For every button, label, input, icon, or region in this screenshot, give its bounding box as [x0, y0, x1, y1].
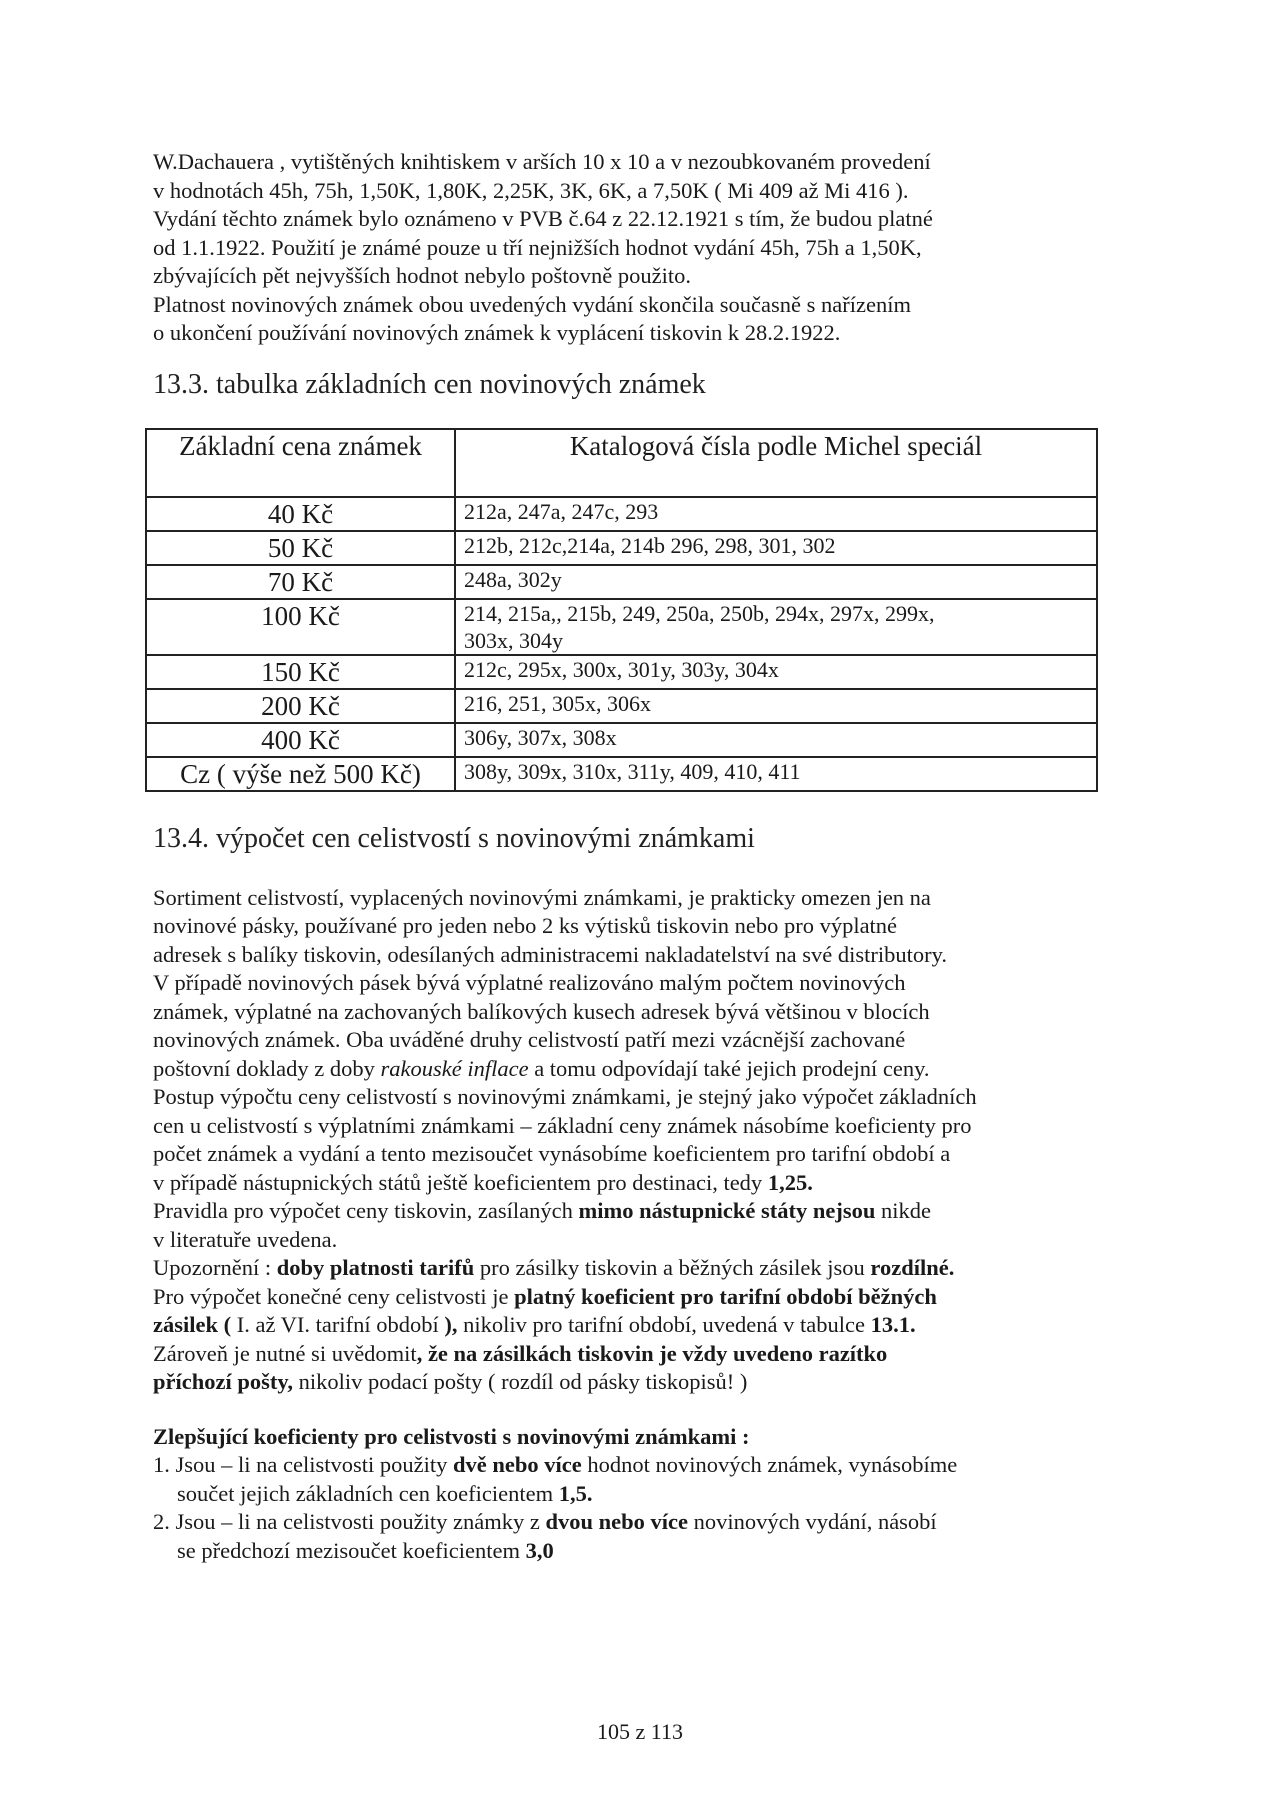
bold-term: rozdílné.	[870, 1255, 955, 1280]
table-row	[146, 655, 1097, 689]
bold-term: zásilek (	[153, 1312, 232, 1337]
price-cell: 150 Kč	[146, 655, 455, 689]
text-line: adresek s balíky tiskovin, odesílaných administracemi nakladatelství na své distributory.	[153, 941, 947, 967]
intro-line: Platnost novinových známek obou uvedených vydání skončila současně s nařízením	[153, 291, 911, 317]
text-line: známek, výplatné na zachovaných balíkových kusech adresek bývá většinou v blocích	[153, 998, 930, 1024]
coefficients-title: Zlepšující koeficienty pro celistvosti s novinovými známkami :	[153, 1423, 750, 1449]
text-line: novinových známek. Oba uváděné druhy celistvostí patří mezi vzácnější zachované	[153, 1027, 906, 1052]
header-catalog-numbers: Katalogová čísla podle Michel speciál	[455, 429, 1097, 497]
catalog-cell: 212c, 295x, 300x, 301y, 303y, 304x	[455, 655, 1097, 689]
catalog-cell: 306y, 307x, 308x	[455, 723, 1097, 757]
bold-term: , že na zásilkách tiskovin je vždy uvedeno razítko	[416, 1340, 888, 1366]
price-cell: 70 Kč	[146, 565, 455, 599]
bold-term: mimo nástupnické státy nejsou	[578, 1198, 876, 1223]
bold-term: 3,0	[525, 1537, 554, 1563]
intro-line: v hodnotách 45h, 75h, 1,50K, 1,80K, 2,25K, 3K, 6K, a 7,50K ( Mi 409 až Mi 416 ).	[153, 177, 909, 203]
intro-line: Vydání těchto známek bylo oznámeno v PVB č.64 z 22.12.1921 s tím, že budou platné	[153, 206, 933, 231]
table-row	[146, 723, 1097, 757]
text-fragment: Pravidla pro výpočet ceny tiskovin, zasílaných	[153, 1198, 579, 1223]
text-fragment: nikde	[875, 1198, 932, 1223]
bold-term: 13.1.	[870, 1312, 916, 1337]
text-fragment: pro zásilky tiskovin a běžných zásilek jsou	[474, 1255, 871, 1280]
price-cell: 200 Kč	[146, 689, 455, 723]
text-fragment: nikoliv pro tarifní období, uvedená v tabulce	[457, 1312, 871, 1337]
page-number: 105 z 113	[597, 1719, 683, 1744]
catalog-cell: 308y, 309x, 310x, 311y, 409, 410, 411	[455, 757, 1097, 791]
text-fragment: poštovní doklady z doby	[153, 1055, 381, 1081]
list-item	[153, 1508, 1123, 1565]
table-row	[146, 599, 1097, 655]
text-line: cen u celistvostí s výplatními známkami – základní ceny známek násobíme koeficienty pro	[153, 1112, 972, 1138]
bold-term: 1,25.	[767, 1169, 813, 1195]
text-fragment: hodnot novinových známek, vynásobíme	[581, 1452, 958, 1477]
catalog-cell: 212a, 247a, 247c, 293	[455, 497, 1097, 531]
intro-line: W.Dachauera , vytištěných knihtiskem v arších 10 x 10 a v nezoubkovaném provedení	[153, 149, 931, 174]
bold-term: ),	[444, 1312, 458, 1337]
bold-term: dvou nebo více	[545, 1509, 688, 1534]
italic-term: rakouské inflace	[380, 1055, 529, 1081]
text-fragment: 2. Jsou – li na celistvosti použity známky z	[153, 1509, 546, 1534]
price-cell: 400 Kč	[146, 723, 455, 757]
intro-paragraph	[153, 148, 1123, 348]
text-fragment: novinových vydání, násobí	[687, 1509, 937, 1534]
coefficients-list	[153, 1451, 1123, 1565]
bold-term: 1,5.	[558, 1480, 593, 1506]
table-row	[146, 497, 1097, 531]
text-fragment: Zároveň je nutné si uvědomit	[153, 1340, 417, 1366]
section-heading-13-4: 13.4. výpočet cen celistvostí s novinovými známkami	[153, 822, 755, 854]
text-line: novinové pásky, používané pro jeden nebo 2 ks výtisků tiskovin nebo pro výplatné	[153, 913, 898, 938]
text-line: Sortiment celistvostí, vyplacených novinovými známkami, je prakticky omezen jen na	[153, 884, 931, 910]
table-row	[146, 565, 1097, 599]
text-line: V případě novinových pásek bývá výplatné realizováno malým počtem novinových	[153, 970, 906, 995]
bold-term: doby platnosti tarifů	[276, 1255, 475, 1280]
table-header-row	[146, 429, 1097, 497]
text-fragment: se předchozí mezisoučet koeficientem	[177, 1537, 526, 1563]
intro-line: zbývajících pět nejvyšších hodnot nebylo poštovně použito.	[153, 263, 692, 288]
table-row	[146, 531, 1097, 565]
catalog-cell: 216, 251, 305x, 306x	[455, 689, 1097, 723]
price-table	[145, 428, 1098, 792]
price-cell: 100 Kč	[146, 599, 455, 655]
table-row	[146, 689, 1097, 723]
list-item	[153, 1451, 1123, 1508]
text-line: Postup výpočtu ceny celistvostí s novinovými známkami, je stejný jako výpočet základních	[153, 1084, 977, 1109]
bold-term: platný koeficient pro tarifní období běžných	[514, 1283, 937, 1309]
text-line: v literatuře uvedena.	[153, 1226, 338, 1252]
text-fragment: Upozornění :	[153, 1255, 277, 1280]
catalog-line: 303x, 304y	[464, 627, 563, 653]
text-fragment: a tomu odpovídají také jejich prodejní ceny.	[528, 1055, 930, 1081]
text-fragment: v případě nástupnických států ještě koeficientem pro destinaci, tedy	[153, 1169, 768, 1195]
bold-term: dvě nebo více	[452, 1452, 582, 1477]
intro-line: od 1.1.1922. Použití je známé pouze u tří nejnižších hodnot vydání 45h, 75h a 1,50K,	[153, 234, 922, 260]
text-fragment: I. až VI. tarifní období	[231, 1312, 445, 1337]
table-row	[146, 757, 1097, 791]
text-fragment: součet jejich základních cen koeficientem	[177, 1480, 559, 1506]
document-page	[153, 148, 1123, 1565]
text-fragment: nikoliv podací pošty ( rozdíl od pásky tiskopisů! )	[293, 1369, 748, 1394]
section-heading-13-3: 13.3. tabulka základních cen novinových známek	[153, 368, 706, 400]
text-fragment: 1. Jsou – li na celistvosti použity	[153, 1452, 453, 1477]
price-cell: Cz ( výše než 500 Kč)	[146, 757, 455, 791]
section4-paragraph	[153, 884, 1123, 1397]
price-cell: 40 Kč	[146, 497, 455, 531]
price-cell: 50 Kč	[146, 531, 455, 565]
bold-term: příchozí pošty,	[153, 1369, 294, 1394]
intro-line: o ukončení používání novinových známek k vyplácení tiskovin k 28.2.1922.	[153, 320, 841, 345]
text-line: počet známek a vydání a tento mezisoučet vynásobíme koeficientem pro tarifní období a	[153, 1141, 951, 1166]
text-fragment: Pro výpočet konečné ceny celistvosti je	[153, 1283, 515, 1309]
catalog-cell: 212b, 212c,214a, 214b 296, 298, 301, 302	[455, 531, 1097, 565]
header-base-price: Základní cena známek	[146, 429, 455, 497]
catalog-cell: 248a, 302y	[455, 565, 1097, 599]
catalog-cell	[455, 599, 1097, 655]
catalog-line: 214, 215a,, 215b, 249, 250a, 250b, 294x, 297x, 299x,	[464, 600, 935, 626]
